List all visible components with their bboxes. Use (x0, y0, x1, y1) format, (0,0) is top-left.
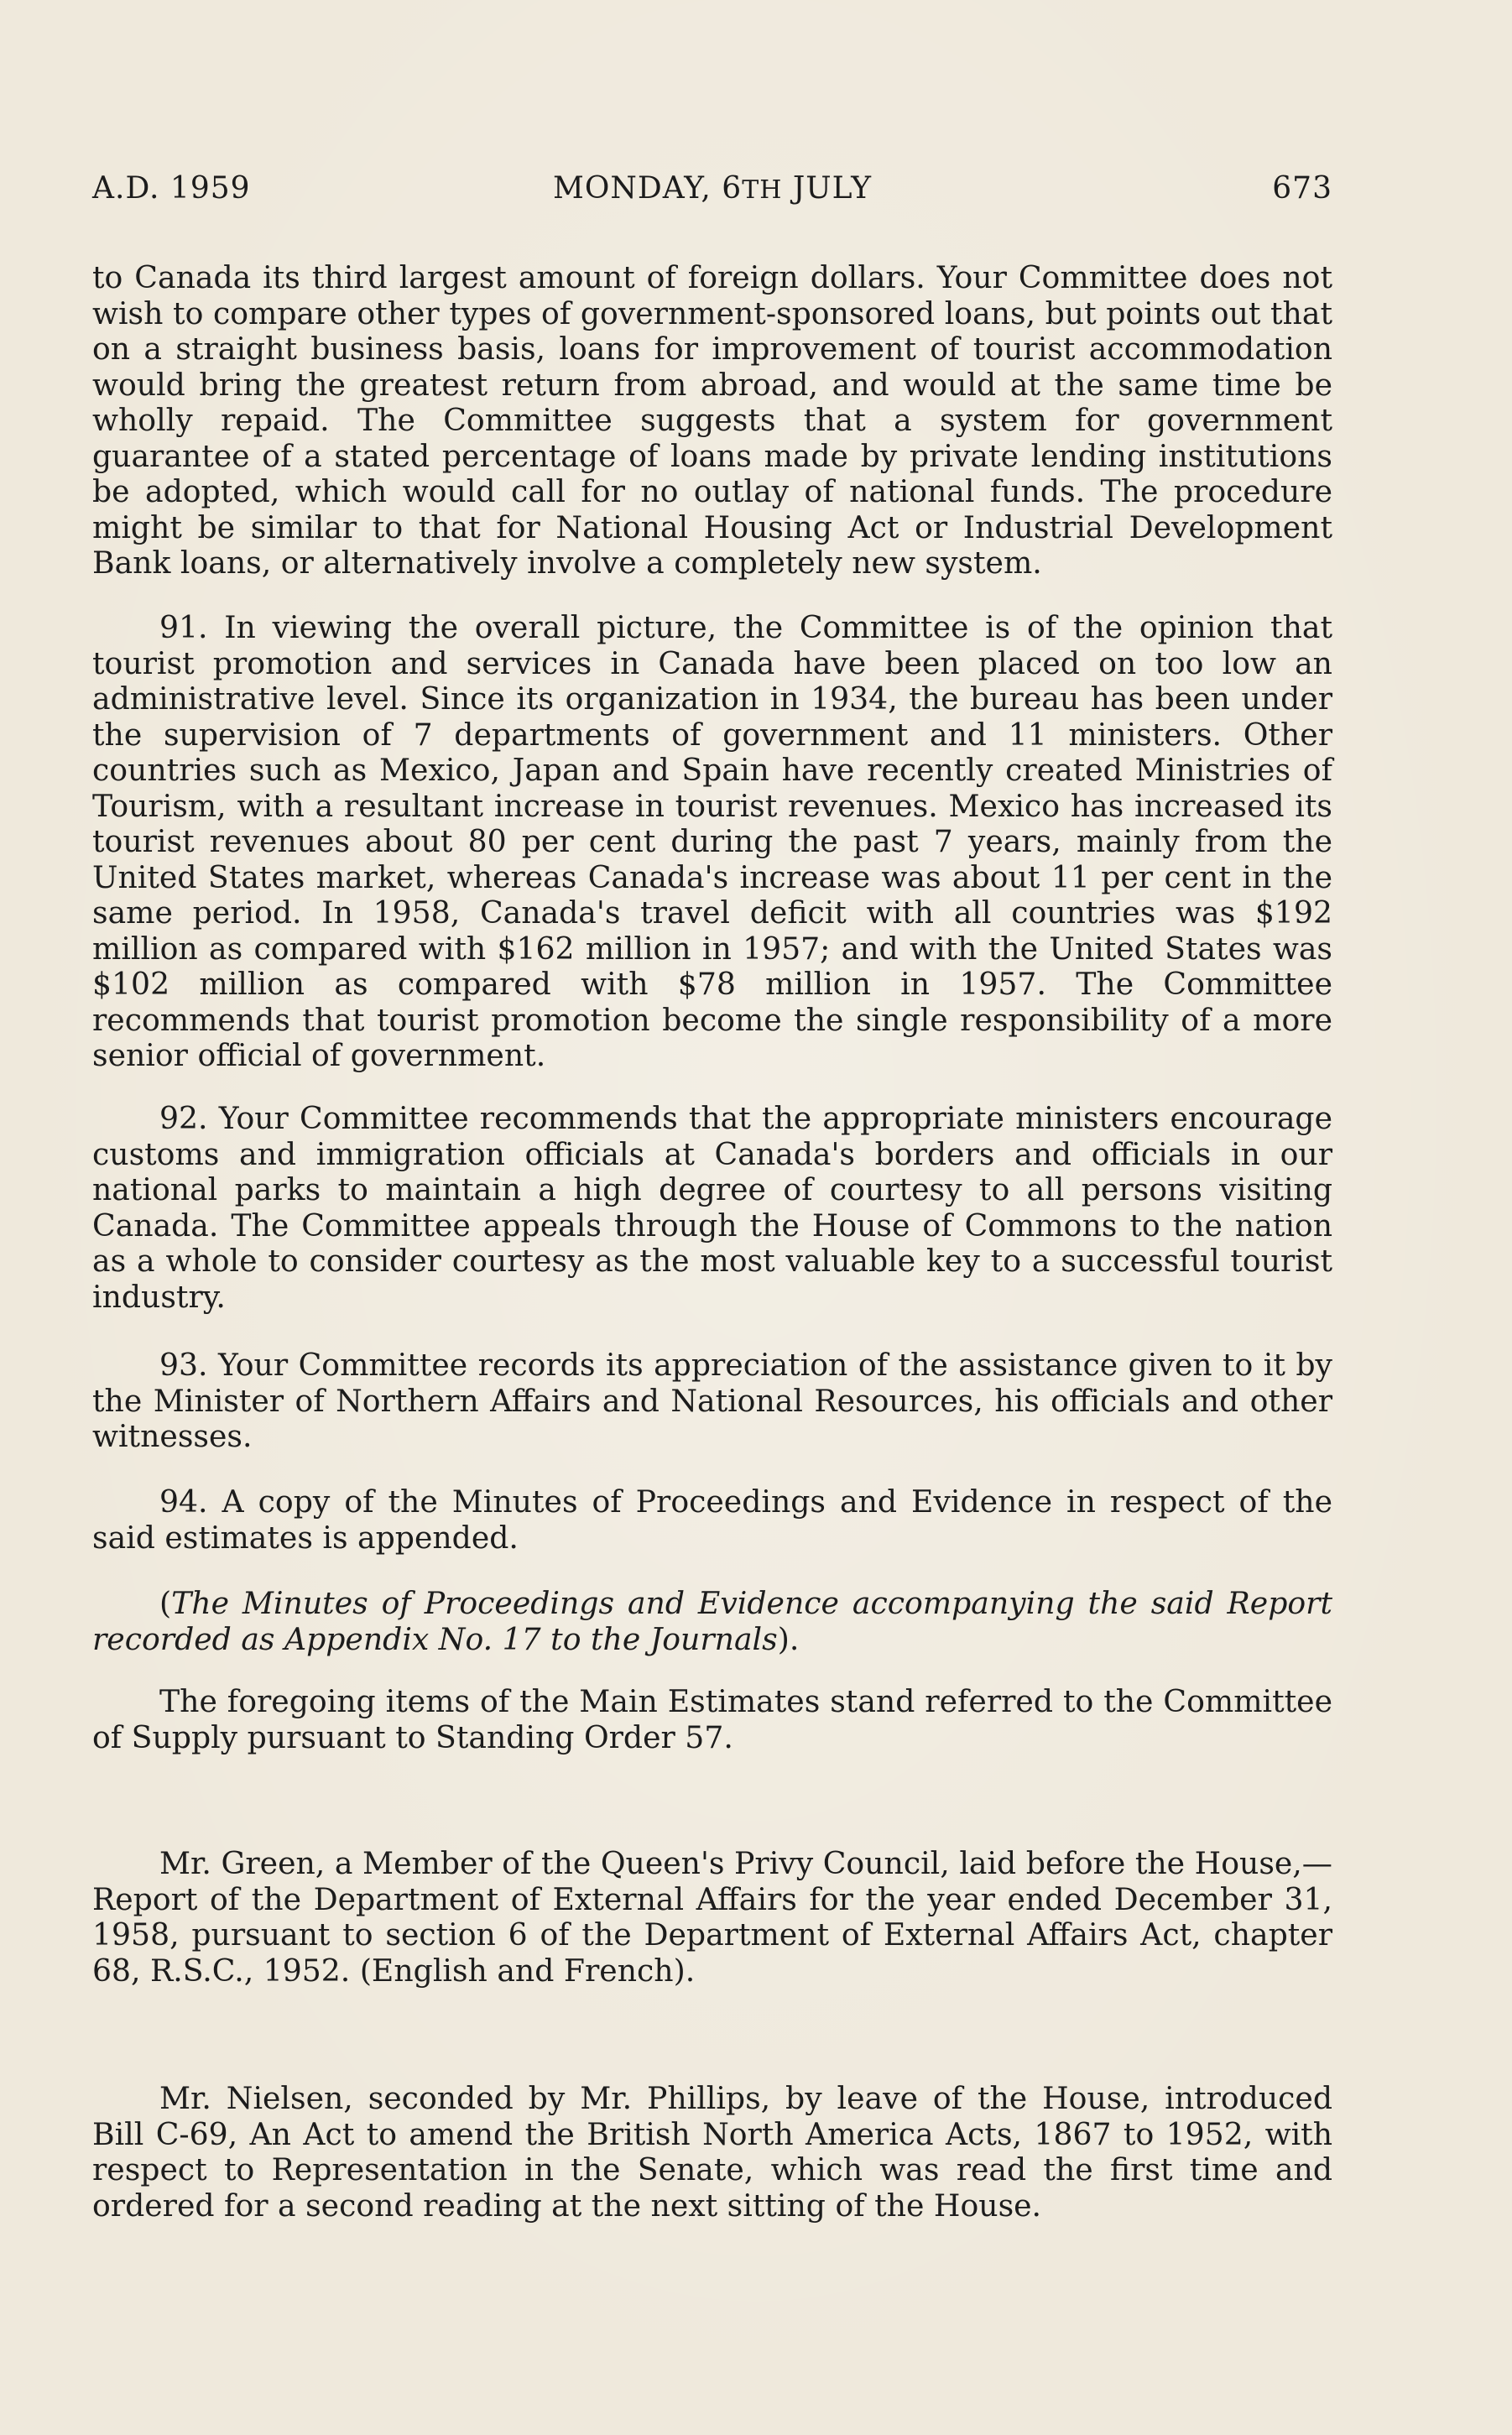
header-date-superscript: TH (742, 175, 783, 205)
paragraph-92-text: 92. Your Committee recommends that the appropriate ministers encourage customs and immigration officials at Canada's borders and officials in our national parks to maintain a high degree of courtesy to all persons visiting Canada. The Committee appeals through the House of Commons to the nation as a whole to consider courtesy as the most valuable key to a successful tourist industry. (92, 1100, 1332, 1315)
paragraph-nielsen-bill (92, 2081, 1332, 2224)
page-number: 673 (1272, 171, 1332, 206)
paragraph-green-text: Mr. Green, a Member of the Queen's Privy Council, laid before the House,—Report of the Department of External Affairs for the year ended December 31, 1958, pursuant to section 6 of the Department of External Affairs Act, chapter 68, R.S.C., 1952. (English and French). (92, 1845, 1332, 1989)
paragraph-92 (92, 1101, 1332, 1315)
paragraph-nielsen-text: Mr. Nielsen, seconded by Mr. Phillips, by leave of the House, introduced Bill C-69, An Act to amend the British North America Acts, 1867 to 1952, with respect to Representation in the Senate, which was read the first time and ordered for a second reading at the next sitting of the House. (92, 2080, 1332, 2224)
header-date (92, 171, 1332, 206)
header-date-suffix: JULY (782, 171, 872, 206)
paragraph-91-text: 91. In viewing the overall picture, the Committee is of the opinion that tourist promotion and services in Canada have been placed on too low an administrative level. Since its organization in 1934, the bureau has been under the supervision of 7 departments of government and 11 ministers. Other countries such as Mexico, Japan and Spain have recently created Ministries of Tourism, with a resultant increase in tourist revenues. Mexico has increased its tourist revenues about 80 per cent during the past 7 years, mainly from the United States market, whereas Canada's increase was about 11 per cent in the same period. In 1958, Canada's travel deficit with all countries was $192 million as compared with $162 million in 1957; and with the United States was $102 million as compared with $78 million in 1957. The Committee recommends that tourist promotion become the single responsibility of a more senior official of government. (92, 609, 1332, 1073)
paragraph-91 (92, 610, 1332, 1074)
paragraph-minutes-note (92, 1586, 1332, 1657)
minutes-italic-text: The Minutes of Proceedings and Evidence accompanying the said Report recorded as Appendix No. 17 to the Journals (92, 1585, 1332, 1657)
paragraph-continuation (92, 260, 1332, 581)
paragraph-green-report (92, 1846, 1332, 1989)
paragraph-foregoing (92, 1684, 1332, 1755)
paragraph-minutes-text (92, 1586, 1332, 1657)
minutes-close-paren: ). (777, 1620, 800, 1657)
paragraph-continuation-text: to Canada its third largest amount of foreign dollars. Your Committee does not wish to compare other types of government-sponsored loans, but points out that on a straight business basis, loans for improvement of tourist accommodation would bring the greatest return from abroad, and would at the same time be wholly repaid. The Committee suggests that a system for government guarantee of a stated percentage of loans made by private lending institutions be adopted, which would call for no outlay of national funds. The procedure might be similar to that for National Housing Act or Industrial Development Bank loans, or alternatively involve a completely new system. (92, 259, 1332, 581)
page-header (92, 171, 1332, 211)
paragraph-foregoing-text: The foregoing items of the Main Estimates stand referred to the Committee of Supply pursuant to Standing Order 57. (92, 1683, 1332, 1755)
paragraph-93 (92, 1348, 1332, 1455)
minutes-open-paren: ( (159, 1585, 172, 1621)
paragraph-93-text: 93. Your Committee records its appreciation of the assistance given to it by the Minister of Northern Affairs and National Resources, his officials and other witnesses. (92, 1347, 1332, 1454)
header-date-prefix: MONDAY, 6 (553, 171, 743, 206)
header-year: A.D. 1959 (92, 171, 251, 206)
paragraph-94-text: 94. A copy of the Minutes of Proceedings and Evidence in respect of the said estimates is appended. (92, 1483, 1332, 1556)
paragraph-94 (92, 1484, 1332, 1556)
